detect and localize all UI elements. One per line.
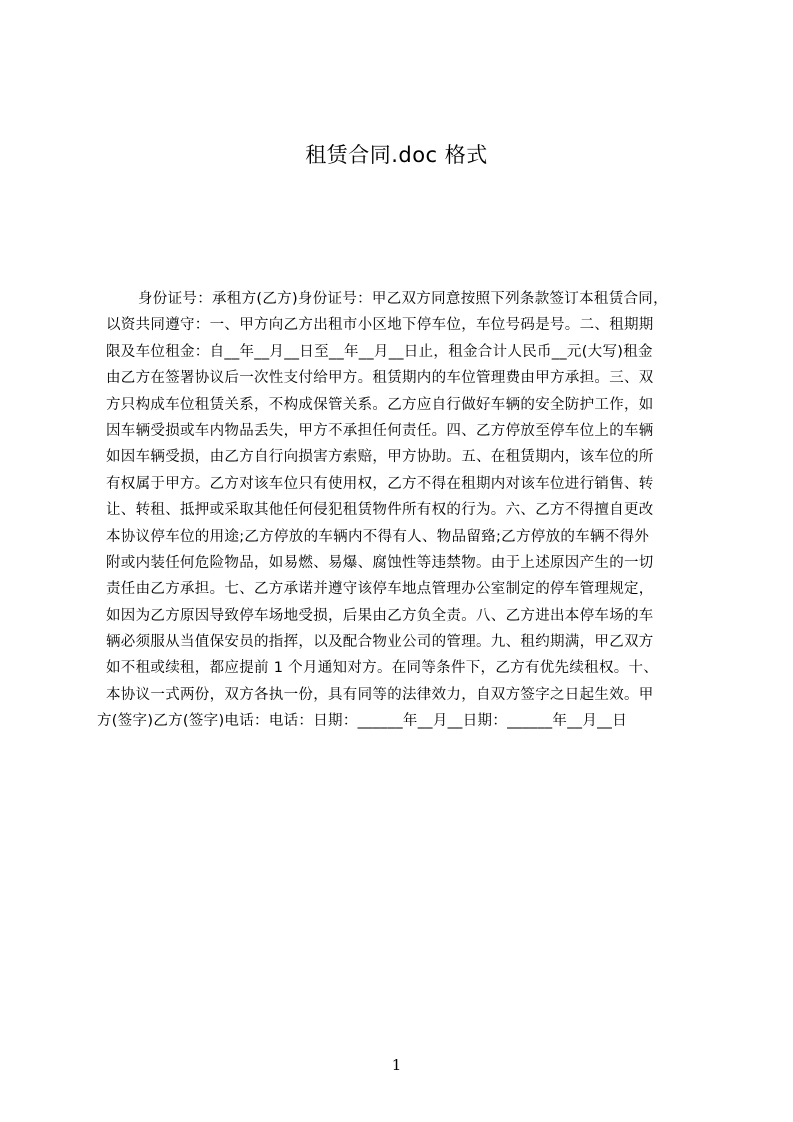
body-line: 由乙方在签署协议后一次性支付给甲方。租赁期内的车位管理费由甲方承担。三、双: [106, 370, 654, 387]
body-line: 辆必须服从当值保安员的指挥，以及配合物业公司的管理。九、租约期满，甲乙双方: [106, 634, 654, 651]
body-line: 让、转租、抵押或采取其他任何侵犯租赁物件所有权的行为。六、乙方不得擅自更改: [106, 502, 654, 519]
body-line: 身份证号：承租方(乙方)身份证号：甲乙双方同意按照下列条款签订本租赁合同，: [138, 291, 668, 307]
body-line: 限及车位租金：自__年__月__日至__年__月__日止，租金合计人民币__元(大写)租金: [106, 343, 653, 360]
body-line: 方(签字)乙方(签字)电话：电话：日期：______年__月__日期：______年__月__日: [97, 713, 628, 730]
body-line: 以资共同遵守：一、甲方向乙方出租市小区地下停车位，车位号码是号。二、租期期: [106, 317, 654, 334]
body-line: 因车辆受损或车内物品丢失，甲方不承担任何责任。四、乙方停放至停车位上的车辆: [106, 422, 654, 439]
contract-body: [97, 286, 707, 735]
body-line: 如不租或续租，都应提前 1 个月通知对方。在同等条件下，乙方有优先续租权。十、: [106, 660, 659, 677]
body-line: 本协议停车位的用途;乙方停放的车辆内不得有人、物品留臵;乙方停放的车辆不得外: [106, 528, 650, 545]
body-line: 有权属于甲方。乙方对该车位只有使用权，乙方不得在租期内对该车位进行销售、转: [106, 475, 654, 492]
body-line: 如因车辆受损，由乙方自行向损害方索赔，甲方协助。五、在租赁期内，该车位的所: [106, 449, 654, 466]
body-line: 责任由乙方承担。七、乙方承诺并遵守该停车地点管理办公室制定的停车管理规定，: [106, 581, 654, 598]
body-line: 如因为乙方原因导致停车场地受损，后果由乙方负全责。八、乙方进出本停车场的车: [106, 607, 654, 624]
body-line: 方只构成车位租赁关系，不构成保管关系。乙方应自行做好车辆的安全防护工作，如: [106, 396, 654, 413]
page-title: 租赁合同.doc 格式: [305, 143, 488, 167]
body-line: 附或内装任何危险物品，如易燃、易爆、腐蚀性等违禁物。由于上述原因产生的一切: [106, 554, 654, 571]
body-line: 本协议一式两份，双方各执一份，具有同等的法律效力，自双方签字之日起生效。甲: [106, 686, 654, 703]
page-number: 1: [391, 1056, 402, 1074]
